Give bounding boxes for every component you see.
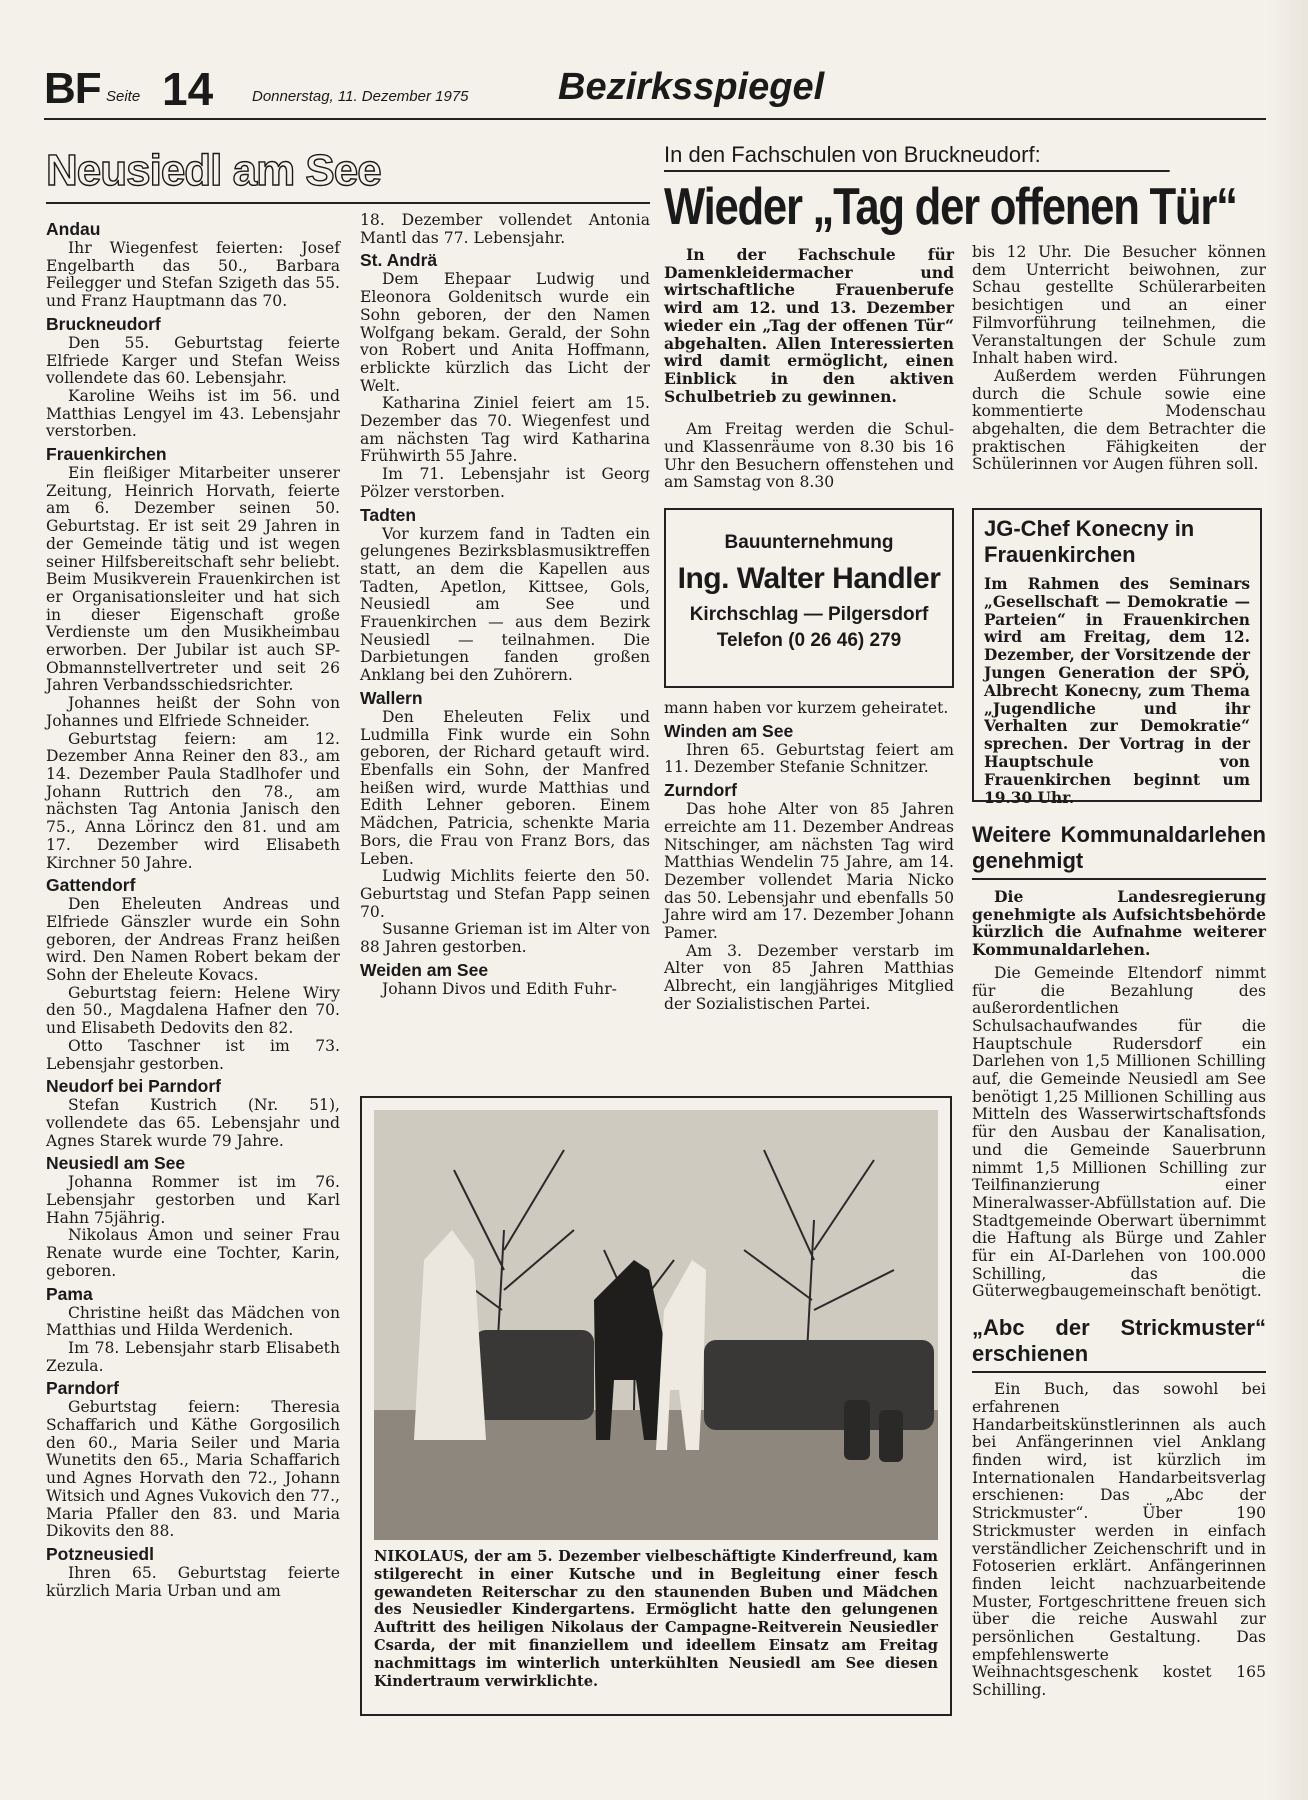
col1-paragraph: Johanna Rommer ist im 76. Lebensjahr gestorben und Karl Hahn 75jährig. <box>46 1173 340 1227</box>
col1-paragraph: Geburtstag feiern: Helene Wiry den 50., Magdalena Hafner den 70. und Elisabeth Dedovits den 82. <box>46 983 340 1038</box>
loans-lead: Die Landesregierung genehmigte als Aufsichtsbehörde kürzlich die Aufnahme weiterer Kommunaldarlehen. <box>972 887 1266 960</box>
col3-town-heading: Zurndorf <box>664 780 737 801</box>
ad-company-name: Ing. Walter Handler <box>677 562 941 595</box>
column-2-lead: 18. Dezember vollendet Antonia Mantl das 77. Lebensjahr. <box>360 211 650 247</box>
col1-town-heading: Neudorf bei Parndorf <box>46 1076 222 1097</box>
jg-box-title: JG-Chef Konecny in Frauenkirchen <box>984 516 1195 567</box>
col1-paragraph: Den Eheleuten Andreas und Elfriede Gänszler wurde ein Sohn geboren, der Andreas Franz heißen wird. Den Namen Robert bekam der Sohn der Eheleute Kovacs. <box>46 895 340 985</box>
col1-town-heading: Bruckneudorf <box>46 313 161 334</box>
col1-town-heading: Andau <box>46 219 101 239</box>
school-article-lead: In der Fachschule für Damenkleidermacher und wirtschaftliche Frauenberufe wird am 12. und 13. Dezember wieder ein „Tag der offenen Tür“ abgehalten. Allen Interessierten wird damit ermöglicht, einen Einblick in den aktiven Schulbetrieb zu gewinnen. <box>664 245 954 406</box>
construction-ad <box>664 508 954 688</box>
col1-paragraph: Ihr Wiegenfest feierten: Josef Engelbarth das 50., Barbara Feilegger und Stefan Szigeth das 55. und Franz Hauptmann das 70. <box>46 239 340 311</box>
col3-paragraph: Am 3. Dezember verstarb im Alter von 85 Jahren Matthias Albrecht, ein langjähriges Mitglied der Sozialistischen Partei. <box>664 941 954 1013</box>
col1-paragraph: Ein fleißiger Mitarbeiter unserer Zeitung, Heinrich Horvath, feierte am 6. Dezember seinen 50. Geburtstag. Er ist seit 29 Jahren in der Gemeinde tätig und ist wegen seiner Hilfsbereitschaft sehr beliebt. Beim Musikverein Frauenkirchen ist er Organisationsleiter und hat sich in dieser Eigenschaft große Verdienste um den Musikheimbau erworben. Der Jubilar ist auch SP-Obmannstellvertreter und seit 26 Jahren Verbandsschiedsrichter. <box>46 464 340 695</box>
col1-paragraph: Den 55. Geburtstag feierte Elfriede Karger und Stefan Weiss vollendete das 60. Lebensjahr. <box>46 333 340 388</box>
abc-rule <box>972 1371 1266 1373</box>
column-2-births <box>360 212 650 998</box>
ad-phone: Telefon (0 26 46) 279 <box>716 630 902 651</box>
jg-box-text: Im Rahmen des Seminars „Gesellschaft — Demokratie — Parteien“ in Frauenkirchen wird am Freitag, dem 12. Dezember, der Vorsitzende der Jungen Generation der SPÖ, Albrecht Konecny, zum Thema „Jugendliche und ihr Verhalten zur Demokratie“ sprechen. Der Vortrag in der Hauptschule von Frauenkirchen beginnt um 19.30 Uhr. <box>984 575 1250 807</box>
section-title: Bezirksspiegel <box>558 66 825 108</box>
col3-paragraph: Das hohe Alter von 85 Jahren erreichte am 11. Dezember Andreas Nitschinger, am nächsten Tag wird Matthias Wendelin 75 Jahre, am 14. Dezember vollendet Maria Nicko das 50. Lebensjahr und ebenfalls 50 Jahre wird am 17. Dezember Johann Pamer. <box>664 800 954 943</box>
school-article-continued <box>972 244 1266 474</box>
paper-logo: BF <box>44 64 101 113</box>
col2-paragraph: Dem Ehepaar Ludwig und Eleonora Goldenitsch wurde ein Sohn geboren, der den Namen Wolfgang bekam. Gerald, der Sohn von Robert und Anita Hoffmann, erblickte kürzlich das Licht der Welt. <box>360 270 650 395</box>
col2-paragraph: Susanne Grieman ist im Alter von 88 Jahren gestorben. <box>360 920 650 957</box>
masthead <box>44 62 1266 120</box>
loans-title: Weitere Kommunaldarlehen genehmigt <box>972 822 1266 873</box>
photo-box <box>360 1096 952 1716</box>
col1-paragraph: Nikolaus Amon und seiner Frau Renate wurde eine Tochter, Karin, geboren. <box>46 1226 340 1280</box>
ad-line-1: Bauunternehmung <box>724 532 894 553</box>
column-4-lower <box>972 822 1266 1700</box>
col1-paragraph: Karoline Weihs ist im 56. und Matthias Lengyel im 43. Lebensjahr verstorben. <box>46 386 340 441</box>
page-label: Seite <box>106 88 141 105</box>
page-number: 14 <box>162 63 214 115</box>
col1-town-heading: Neusiedl am See <box>46 1153 186 1174</box>
col2-town-heading: St. Andrä <box>360 250 438 271</box>
column-1-births <box>46 216 340 1600</box>
region-title: Neusiedl am See <box>46 146 381 195</box>
issue-date: Donnerstag, 11. Dezember 1975 <box>252 88 469 105</box>
col1-paragraph: Christine heißt das Mädchen von Matthias und Hilda Werdenich. <box>46 1303 340 1340</box>
loans-rule <box>972 878 1266 880</box>
col2-paragraph: Ludwig Michlits feierte den 50. Geburtstag und Stefan Papp seinen 70. <box>360 867 650 921</box>
col2-town-heading: Tadten <box>360 504 417 525</box>
col2-town-heading: Weiden am See <box>360 959 489 980</box>
page-edge-shadow <box>1268 0 1308 1800</box>
col2-town-heading: Wallern <box>360 687 423 708</box>
col1-paragraph: Otto Taschner ist im 73. Lebensjahr gestorben. <box>46 1036 340 1073</box>
loans-body: Die Gemeinde Eltendorf nimmt für die Bezahlung des außerordentlichen Schulsachaufwandes für die Hauptschule Rudersdorf ein Darlehen von 1,5 Millionen Schilling auf, die Gemeinde Neusiedl am See benötigt 1,25 Millionen Schilling aus Mitteln des Wasserwirtschaftsfonds für den Ausbau der Kanalisation, und die Gemeinde Sauerbrunn nimmt 1,5 Millionen Schilling zur Teilfinanzierung einer Mineralwasser-Abfüllstation auf. Die Stadtgemeinde Oberwart übernimmt die Haftung als Bürge und Zahler für ein AI-Darlehen von 100.000 Schilling, das die Güterwegbaugemeinschaft benötigt. <box>972 963 1266 1301</box>
col2-paragraph: Johann Divos und Edith Fuhr- <box>382 979 617 998</box>
article-kicker: In den Fachschulen von Bruckneudorf: <box>664 142 1041 167</box>
school-article-para-2: bis 12 Uhr. Die Besucher können dem Unterricht beiwohnen, zur Schau gestellte Schülerarbeiten besichtigen und an einer Filmvorführung teilnehmen, die Veranstaltungen der Schule zum Inhalt haben wird. <box>972 243 1266 368</box>
column-3-births <box>664 700 954 1014</box>
col1-town-heading: Potzneusiedl <box>46 1544 154 1564</box>
col1-paragraph: Ihren 65. Geburtstag feierte kürzlich Maria Urban und am <box>46 1564 340 1600</box>
col3-paragraph: Ihren 65. Geburtstag feiert am 11. Dezember Stefanie Schnitzer. <box>664 740 954 777</box>
article-headline: Wieder „Tag der offenen Tür“ <box>664 170 1170 242</box>
col1-town-heading: Gattendorf <box>46 875 136 896</box>
col2-paragraph: Den Eheleuten Felix und Ludmilla Fink wurde ein Sohn geboren, der Richard getauft wird. Ebenfalls ein Sohn, der Manfred heißen wird, wurde Matthias und Edith Lehner geboren. Einem Mädchen, Patricia, schenkte Maria Bors, die Frau von Franz Bors, das Leben. <box>360 707 650 868</box>
col1-town-heading: Frauenkirchen <box>46 444 167 465</box>
col2-paragraph: Vor kurzem fand in Tadten ein gelungenes Bezirksblasmusiktreffen statt, an dem die Kapellen aus Tadten, Apetlon, Kittsee, Gols, Neusiedl am See und Frauenkirchen — aus dem Bezirk Neusiedl — teilnahmen. Die Darbietungen fanden großen Anklang bei den Zuhörern. <box>360 524 650 685</box>
col1-paragraph: Geburtstag feiern: Theresia Schaffarich und Käthe Gorgosilich den 60., Maria Seiler und Maria Wunetits den 65., Maria Schaffarich und Agnes Horvath den 72., Johann Witsich und Agnes Vukovich den 77., Maria Pfaller den 83. und Maria Dikovits den 88. <box>46 1398 340 1541</box>
col1-paragraph: Geburtstag feiern: am 12. Dezember Anna Reiner den 83., am 14. Dezember Paula Stadlhofer und Johann Ruttrich den 78., am nächsten Tag Antonia Janisch den 75., Anna Lörincz den 81. und am 17. Dezember wird Elisabeth Kirchner 50 Jahre. <box>46 729 340 872</box>
school-article-body <box>664 246 954 492</box>
abc-body: Ein Buch, das sowohl bei erfahrenen Handarbeitskünstlerinnen als auch bei Anfängerinnen viel Anklang finden wird, ist kürzlich im Internationalen Handarbeitsverlag erschienen: Das „Abc der Strickmuster“. Über 190 Strickmuster werden in einfach verständlicher Zeichenschrift und in Fotoserien erklärt. Anfängerinnen finden leicht nachzuarbeitende Muster, Fortgeschrittene freuen sich über die reiche Auswahl zur persönlichen Gestaltung. Das empfehlenswerte Weihnachtsgeschenk kostet 165 Schilling. <box>972 1380 1266 1700</box>
jg-chef-box <box>972 508 1262 807</box>
col2-paragraph: Katharina Ziniel feiert am 15. Dezember das 70. Wiegenfest und am nächsten Tag wird Katharina Frühwirth 55 Jahre. <box>360 394 650 466</box>
col1-town-heading: Pama <box>46 1283 93 1304</box>
column-3-lead: mann haben vor kurzem geheiratet. <box>664 699 949 717</box>
col1-paragraph: Johannes heißt der Sohn von Johannes und Elfriede Schneider. <box>46 694 340 730</box>
region-heading <box>46 146 650 204</box>
col3-town-heading: Winden am See <box>664 720 794 741</box>
col1-paragraph: Stefan Kustrich (Nr. 51), vollendete das 65. Lebensjahr und Agnes Starek wurde 79 Jahre. <box>46 1096 340 1150</box>
school-article-para-1: Am Freitag werden die Schul- und Klassenräume von 8.30 bis 16 Uhr den Besuchern offenstehen und am Samstag von 8.30 <box>664 420 954 492</box>
abc-title: „Abc der Strickmuster“ erschienen <box>972 1315 1266 1367</box>
school-article-para-3: Außerdem werden Führungen durch die Schule sowie eine kommentierte Modenschau abgehalten, die dem Betrachter die praktischen Fähigkeiten der Schülerinnen vor Augen führen soll. <box>972 366 1266 474</box>
nikolaus-photo <box>374 1110 938 1540</box>
col2-paragraph: Im 71. Lebensjahr ist Georg Pölzer verstorben. <box>360 465 650 501</box>
col1-paragraph: Im 78. Lebensjahr starb Elisabeth Zezula. <box>46 1338 340 1375</box>
ad-locations: Kirchschlag — Pilgersdorf <box>689 604 929 625</box>
photo-caption: NIKOLAUS, der am 5. Dezember vielbeschäftigte Kinderfreund, kam stilgerecht in einer Kutsche und in Begleitung einer fesch gewandeten Reiterschar zu den staunenden Buben und Mädchen des Neusiedler Kindergartens. Ermöglicht hatte den gelungenen Auftritt des heiligen Nikolaus der Campagne-Reitverein Neusiedler Csarda, der mit finanziellem und ideellem Einsatz am Freitag nachmittags im winterlich unterkühlten Neusiedl am See diesen Kindertraum verwirklichte. <box>374 1548 938 1690</box>
col1-town-heading: Parndorf <box>46 1378 119 1399</box>
